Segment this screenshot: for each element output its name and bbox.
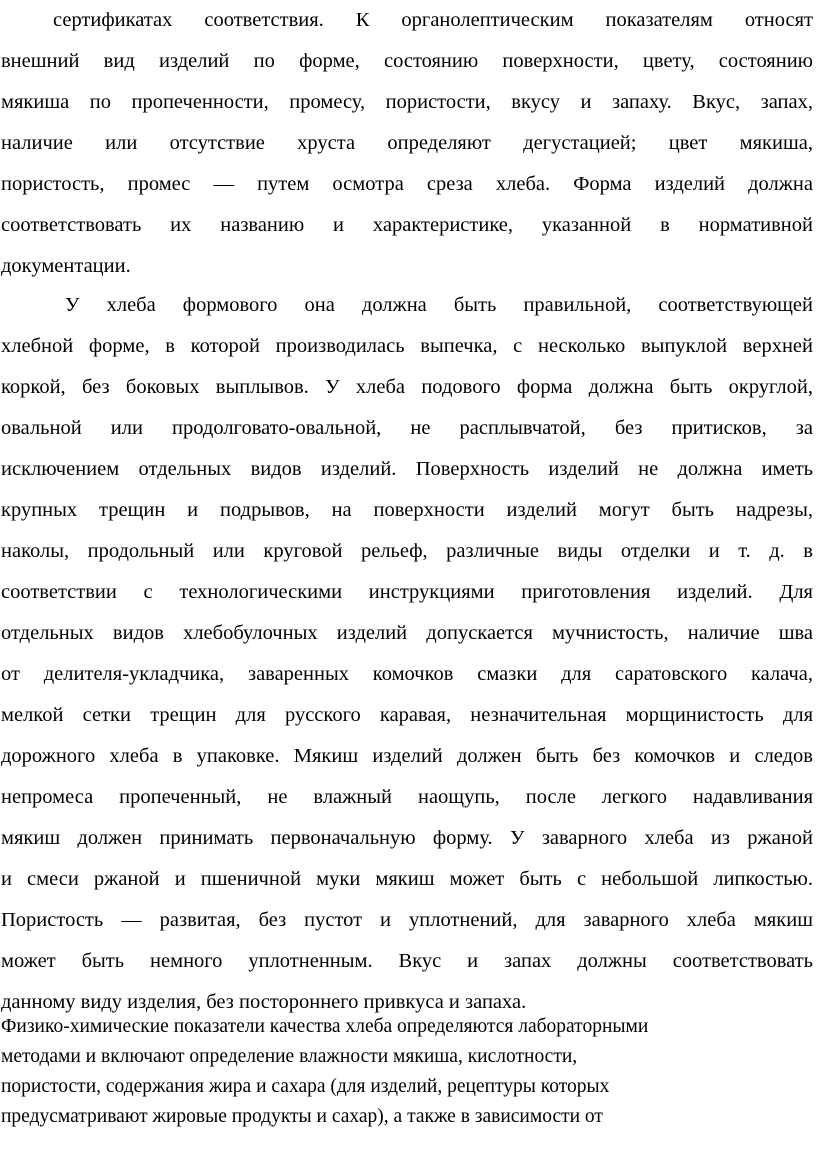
text-line: коркой, без боковых выплывов. У хлеба подового форма должна быть округлой, — [1, 376, 813, 398]
text-line: крупных трещин и подрывов, на поверхности изделий могут быть надрезы, — [1, 499, 813, 521]
text-line: соответствии с технологическими инструкциями приготовления изделий. Для — [1, 581, 813, 603]
text-line: непромеса пропеченный, не влажный наощупь, после легкого надавливания — [1, 786, 813, 808]
text-line: наколы, продольный или круговой рельеф, различные виды отделки и т. д. в — [1, 540, 813, 562]
paragraph-physicochemical — [1, 1012, 761, 1132]
paragraph-organoleptic-intro — [1, 0, 813, 287]
text-line: мякиша по пропеченности, промесу, пористости, вкусу и запаху. Вкус, запах, — [1, 91, 813, 113]
text-line: внешний вид изделий по форме, состоянию поверхности, цвету, состоянию — [1, 50, 813, 72]
text-line: У хлеба формового она должна быть правильной, соответствующей — [65, 294, 813, 316]
text-line: дорожного хлеба в упаковке. Мякиш изделий должен быть без комочков и следов — [1, 745, 813, 767]
text-line: мякиш должен принимать первоначальную форму. У заварного хлеба из ржаной — [1, 827, 813, 849]
text-line: отдельных видов хлебобулочных изделий допускается мучнистость, наличие шва — [1, 622, 813, 644]
text-line: хлебной форме, в которой производилась выпечка, с несколько выпуклой верхней — [1, 335, 813, 357]
text-line: предусматривают жировые продукты и сахар), а также в зависимости от — [1, 1106, 603, 1127]
text-line: пористость, промес — путем осмотра среза хлеба. Форма изделий должна — [1, 173, 813, 195]
text-line: соответствовать их названию и характеристике, указанной в нормативной — [1, 214, 813, 236]
text-line: Физико-химические показатели качества хлеба определяются лабораторными — [1, 1016, 649, 1037]
text-line: Пористость — развитая, без пустот и уплотнений, для заварного хлеба мякиш — [1, 909, 813, 931]
text-line: исключением отдельных видов изделий. Поверхность изделий не должна иметь — [1, 458, 813, 480]
text-line: и смеси ржаной и пшеничной муки мякиш может быть с небольшой липкостью. — [1, 868, 813, 890]
text-line: от делителя-укладчика, заваренных комочков смазки для саратовского калача, — [1, 663, 813, 685]
text-line: мелкой сетки трещин для русского каравая, незначительная морщинистость для — [1, 704, 813, 726]
text-line: методами и включают определение влажности мякиша, кислотности, — [1, 1046, 578, 1067]
text-line: овальной или продолговато-овальной, не расплывчатой, без притисков, за — [1, 417, 813, 439]
text-line: сертификатах соответствия. К органолептическим показателям относят — [53, 9, 813, 31]
text-line: данному виду изделия, без постороннего привкуса и запаха. — [1, 991, 527, 1013]
text-line: документации. — [1, 255, 131, 277]
text-line: может быть немного уплотненным. Вкус и запах должны соответствовать — [1, 950, 813, 972]
text-line: наличие или отсутствие хруста определяют дегустацией; цвет мякиша, — [1, 132, 813, 154]
paragraph-bread-shape — [1, 285, 813, 1023]
text-line: пористости, содержания жира и сахара (для изделий, рецептуры которых — [1, 1076, 610, 1097]
